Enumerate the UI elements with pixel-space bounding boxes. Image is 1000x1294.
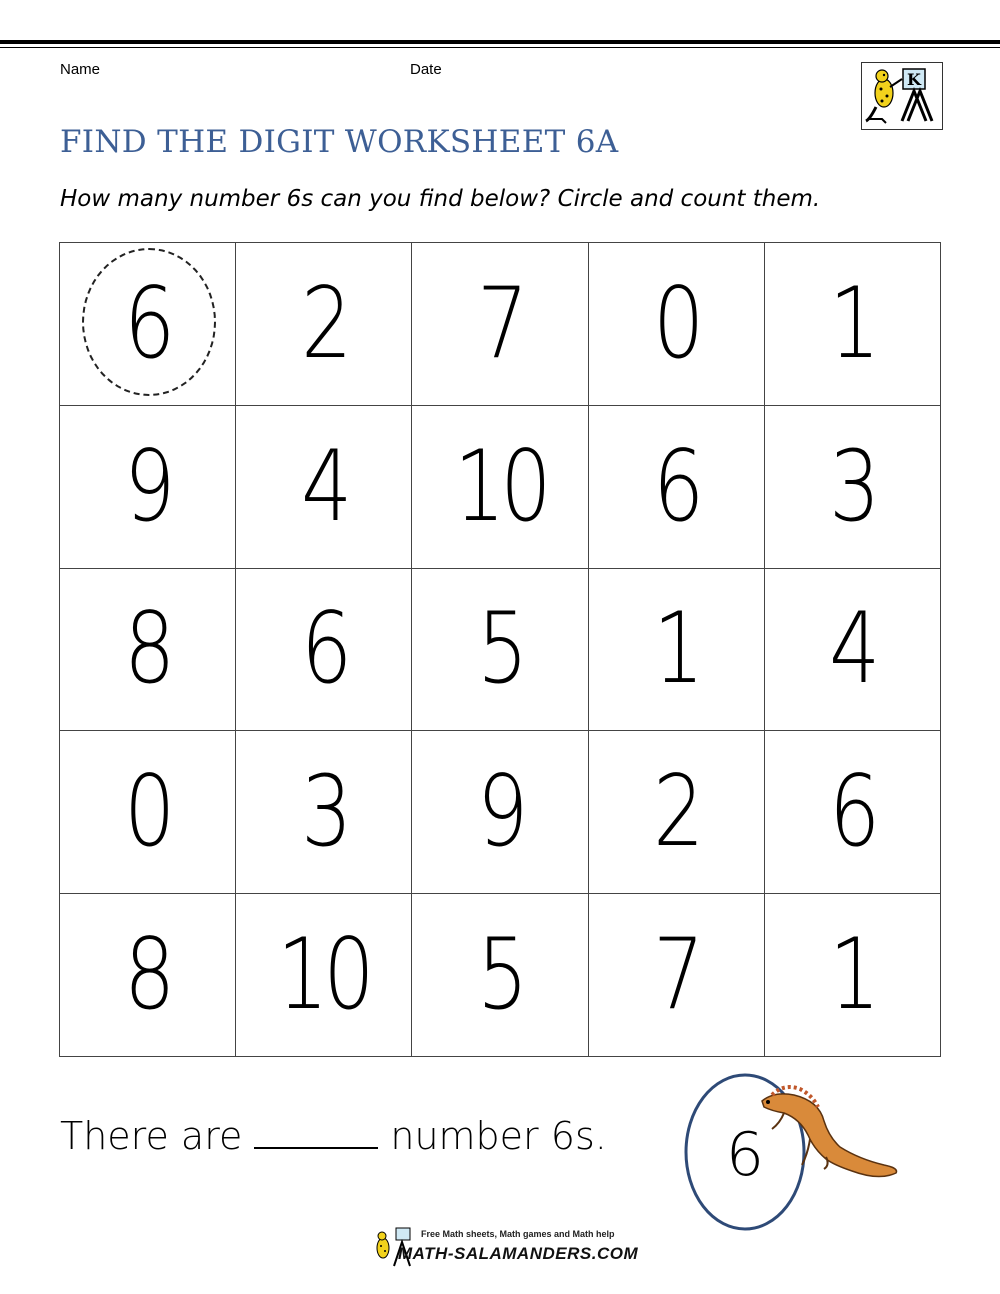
grid-digit: 5 [476, 592, 524, 707]
grid-digit: 9 [124, 429, 171, 544]
top-rule [0, 40, 1000, 44]
grid-cell[interactable] [60, 406, 236, 569]
worksheet-title: FIND THE DIGIT WORKSHEET 6A [60, 124, 619, 160]
grid-cell[interactable] [236, 569, 412, 732]
grid-cell[interactable] [412, 243, 588, 406]
grid-cell[interactable] [60, 243, 236, 406]
grid-cell[interactable] [412, 406, 588, 569]
grid-cell[interactable] [589, 731, 765, 894]
footer-tagline: Free Math sheets, Math games and Math help [421, 1229, 615, 1239]
mascot-digit: 6 [725, 1120, 765, 1190]
grid-cell[interactable] [236, 243, 412, 406]
date-label: Date [410, 61, 442, 78]
grid-cell[interactable] [765, 243, 941, 406]
salamander-teacher-icon [862, 63, 942, 129]
footer-brand-link[interactable]: MATH-SALAMANDERS.COM [398, 1244, 639, 1263]
salamander-mascot [684, 1073, 914, 1233]
grid-digit: 8 [124, 918, 171, 1033]
grid-digit: 4 [829, 592, 876, 707]
grid-digit: 6 [653, 429, 700, 544]
grid-digit: 3 [300, 755, 347, 870]
grid-cell[interactable] [589, 406, 765, 569]
grid-digit: 9 [476, 755, 524, 870]
answer-prefix: There are [60, 1114, 243, 1158]
grid-digit: 7 [476, 266, 524, 381]
grid-digit: 7 [653, 918, 700, 1033]
grid-cell[interactable] [60, 731, 236, 894]
answer-suffix: number 6s. [390, 1114, 607, 1158]
instructions: How many number 6s can you find below? Circle and count them. [60, 186, 821, 212]
logo-letter: K [907, 70, 921, 89]
grid-cell[interactable] [60, 569, 236, 732]
grid-cell[interactable] [765, 569, 941, 732]
grid-digit: 3 [829, 429, 876, 544]
grid-digit: 0 [124, 755, 171, 870]
grid-digit: 10 [453, 429, 547, 544]
grid-cell[interactable] [412, 894, 588, 1057]
grid-cell[interactable] [412, 569, 588, 732]
digit-grid [59, 242, 941, 1057]
grid-cell[interactable] [765, 406, 941, 569]
answer-blank[interactable] [254, 1119, 378, 1149]
grid-digit: 10 [277, 918, 370, 1033]
grid-digit: 1 [829, 918, 876, 1033]
grid-digit: 5 [476, 918, 524, 1033]
grid-cell[interactable] [589, 894, 765, 1057]
grid-digit: 0 [653, 266, 700, 381]
top-rule-thin [0, 47, 1000, 48]
grid-cell[interactable] [236, 731, 412, 894]
grid-digit: 6 [829, 755, 876, 870]
grid-digit: 1 [653, 592, 700, 707]
grid-cell[interactable] [412, 731, 588, 894]
grid-cell[interactable] [236, 406, 412, 569]
answer-sentence [60, 1114, 607, 1158]
grid-digit: 2 [300, 266, 347, 381]
grid-cell[interactable] [236, 894, 412, 1057]
grid-cell[interactable] [60, 894, 236, 1057]
grid-cell[interactable] [589, 243, 765, 406]
site-logo[interactable] [861, 62, 943, 130]
grid-digit: 6 [300, 592, 347, 707]
grid-digit: 8 [124, 592, 171, 707]
grid-digit: 6 [124, 266, 171, 381]
grid-digit: 4 [300, 429, 347, 544]
grid-digit: 1 [829, 266, 876, 381]
grid-cell[interactable] [589, 569, 765, 732]
name-label: Name [60, 61, 101, 78]
grid-cell[interactable] [765, 731, 941, 894]
grid-digit: 2 [653, 755, 700, 870]
grid-cell[interactable] [765, 894, 941, 1057]
